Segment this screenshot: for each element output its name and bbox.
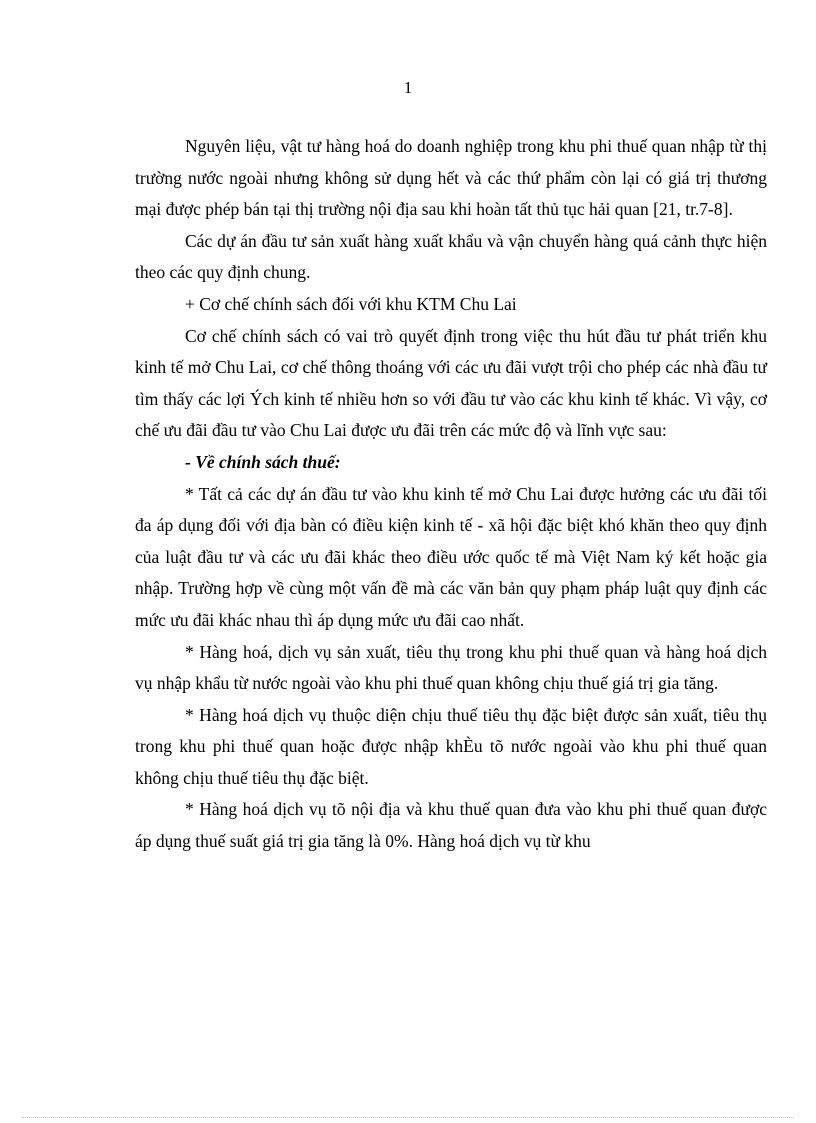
- paragraph-raw-materials: Nguyên liệu, vật tư hàng hoá do doanh nghiệp trong khu phi thuế quan nhập từ thị trường nước ngoài nhưng không sử dụng hết và các thứ phẩm còn lại có giá trị thương mại được phép bán tại thị trường nội địa sau khi hoàn tất thủ tục hải quan [21, tr.7-8].: [135, 136, 767, 220]
- paragraph-export-projects: Các dự án đầu tư sản xuất hàng xuất khẩu và vận chuyển hàng quá cảnh thực hiện theo các quy định chung.: [135, 230, 767, 283]
- paragraph-vat-rate: * Hàng hoá dịch vụ tõ nội địa và khu thuế quan đưa vào khu phi thuế quan được áp dụng thuế suất giá trị gia tăng là 0%. Hàng hoá dịch vụ từ khu: [135, 799, 767, 852]
- page-number: 1: [403, 78, 413, 97]
- page-bottom-divider: [22, 1117, 794, 1118]
- paragraph-vat-exemption: * Hàng hoá, dịch vụ sản xuất, tiêu thụ trong khu phi thuế quan và hàng hoá dịch vụ nhập khẩu từ nước ngoài vào khu phi thuế quan không chịu thuế giá trị gia tăng.: [135, 641, 767, 694]
- paragraph-policy-heading: + Cơ chế chính sách đối với khu KTM Chu Lai: [185, 293, 517, 314]
- paragraph-policy-mechanism: Cơ chế chính sách có vai trò quyết định trong việc thu hút đầu tư phát triển khu kinh tế mở Chu Lai, cơ chế thông thoáng với các ưu đãi vượt trội cho phép các nhà đầu tư tìm thấy các lợi Ých kinh tế nhiều hơn so với đầu tư vào các khu kinh tế khác. Vì vậy, cơ chế ưu đãi đầu tư vào Chu Lai được ưu đãi trên các mức độ và lĩnh vực sau:: [135, 325, 767, 441]
- section-heading-tax-policy: - Về chính sách thuế:: [185, 451, 341, 472]
- paragraph-tax-incentives: * Tất cả các dự án đầu tư vào khu kinh tế mở Chu Lai được hưởng các ưu đãi tối đa áp dụng đối với địa bàn có điều kiện kinh tế - xã hội đặc biệt khó khăn theo quy định của luật đầu tư và các ưu đãi khác theo điều ước quốc tế mà Việt Nam ký kết hoặc gia nhập. Trường hợp về cùng một vấn đề mà các văn bản quy phạm pháp luật quy định các mức ưu đãi khác nhau thì áp dụng mức ưu đãi cao nhất.: [135, 483, 767, 630]
- paragraph-special-consumption-tax: * Hàng hoá dịch vụ thuộc diện chịu thuế tiêu thụ đặc biệt được sản xuất, tiêu thụ trong khu phi thuế quan hoặc được nhập khÈu tõ nước ngoài vào khu phi thuế quan không chịu thuế tiêu thụ đặc biệt.: [135, 704, 767, 788]
- body-text: [135, 131, 767, 858]
